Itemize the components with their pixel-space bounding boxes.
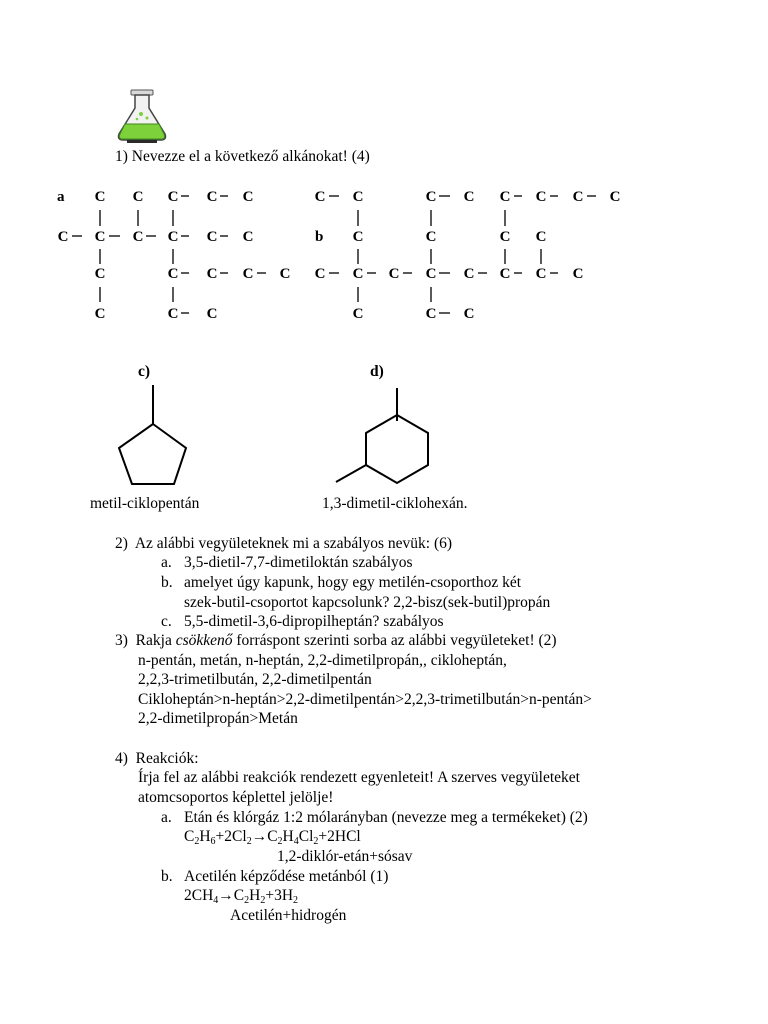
q3-title-pre: Rakja [135,632,176,649]
q4-title-text: Reakciók: [135,750,199,767]
q2-item-text: amelyet úgy kapunk, hogy egy metilén-csoporthoz két [184,574,522,591]
carbon-atom: C [535,266,547,282]
carbon-atom: C [352,266,364,282]
dimethylcyclohexane-structure [330,385,440,485]
q3-title-em: csökkenő [175,632,233,649]
structure-a [58,189,291,322]
q4a-products: 1,2-diklór-etán+sósav [277,848,413,865]
carbon-atom: C [352,229,364,245]
q3-line: 2,2,3-trimetilbután, 2,2-dimetilpentán [138,671,372,688]
label-c: c) [138,363,151,380]
carbon-atom: C [167,229,179,245]
q4b-products: Acetilén+hidrogén [230,907,347,924]
carbon-atom: C [132,189,144,205]
carbon-atom: C [206,266,218,282]
q3-line: 2,2-dimetilpropán>Metán [138,710,298,727]
carbon-atom: C [57,229,69,245]
carbon-atom: C [94,229,106,245]
carbon-atom: C [94,306,106,322]
carbon-atom: C [242,266,254,282]
label-b: b [315,229,324,245]
q3-line: Cikloheptán>n-heptán>2,2-dimetilpentán>2,2,3-trimetilbután>n-pentán> [138,691,592,708]
q2-item-marker: b. [161,574,173,591]
q3-number: 3) [115,632,128,649]
carbon-atom: C [242,189,254,205]
q2-item-text: 3,5-dietil-7,7-dimetiloktán szabályos [184,554,413,571]
carbon-atom: C [94,266,106,282]
carbon-atom: C [167,306,179,322]
carbon-atom: C [242,229,254,245]
carbon-atom: C [279,266,291,282]
carbon-atom: C [499,189,511,205]
carbon-atom: C [535,229,547,245]
carbon-atom: C [388,266,400,282]
carbon-atom: C [167,266,179,282]
carbon-atom: C [206,189,218,205]
carbon-atom: C [425,229,437,245]
carbon-atom: C [425,306,437,322]
q3-title [115,631,557,651]
carbon-atom: C [463,189,475,205]
carbon-atom: C [463,266,475,282]
q4b-equation: $2CH_4\to C_2H_2+3H_2$ [184,887,299,906]
q4a-marker: a. [161,809,172,826]
q4a-text: Etán és klórgáz 1:2 mólarányban (nevezze meg a termékeket) (2) [184,809,588,826]
carbon-atom: C [499,229,511,245]
carbon-atom: C [352,189,364,205]
carbon-atom: C [314,189,326,205]
label-d: d) [370,363,384,380]
q2-number: 2) [115,535,128,552]
answer-c: metil-ciklopentán [90,495,200,512]
q4b-text: Acetilén képződése metánból (1) [184,868,389,885]
methylcyclopentane-structure [110,380,200,490]
q2-title-text: Az alábbi vegyületeknek mi a szabályos nevük: (6) [134,535,453,552]
carbon-atom: C [206,229,218,245]
carbon-atom: C [206,306,218,322]
q1-number: 1) [115,148,128,165]
q4-number: 4) [115,750,128,767]
carbon-atom: C [132,229,144,245]
carbon-atom: C [425,189,437,205]
carbon-atom: C [314,266,326,282]
carbon-atom: C [463,306,475,322]
carbon-atom: C [499,266,511,282]
carbon-atom: C [167,189,179,205]
q4-intro-1: Írja fel az alábbi reakciók rendezett egyenleteit! A szerves vegyületeket [138,769,580,786]
q4b-marker: b. [161,868,173,885]
carbon-atom: C [94,189,106,205]
structure-ab [0,0,768,340]
q2-item-marker: a. [161,554,172,571]
q4-title [115,749,199,769]
carbon-atom: C [535,189,547,205]
q2-item-marker: c. [161,613,172,630]
answer-d: 1,3-dimetil-ciklohexán. [322,495,468,512]
carbon-atom: C [572,189,584,205]
q2-item-text: szek-butil-csoportot kapcsolunk? 2,2-bisz(sek-butil)propán [184,594,551,611]
carbon-atom: C [425,266,437,282]
q3-line: n-pentán, metán, n-heptán, 2,2-dimetilpropán,, cikloheptán, [138,652,507,669]
label-a: a [57,189,65,205]
carbon-atom: C [572,266,584,282]
q4-intro-2: atomcsoportos képlettel jelölje! [138,789,334,806]
q3-title-post: forráspont szerinti sorba az alábbi vegyületeket! (2) [232,632,557,649]
carbon-atom: C [609,189,621,205]
q4a-equation: $C_2H_6+2Cl_2\to C_2H_4Cl_2+2HCl$ [184,828,361,847]
q2-item-text: 5,5-dimetil-3,6-dipropilheptán? szabályos [184,613,444,630]
q1-title-text: Nevezze el a következő alkánokat! (4) [131,148,370,165]
q2-title [115,534,452,554]
structure-b [315,189,621,322]
carbon-atom: C [352,306,364,322]
